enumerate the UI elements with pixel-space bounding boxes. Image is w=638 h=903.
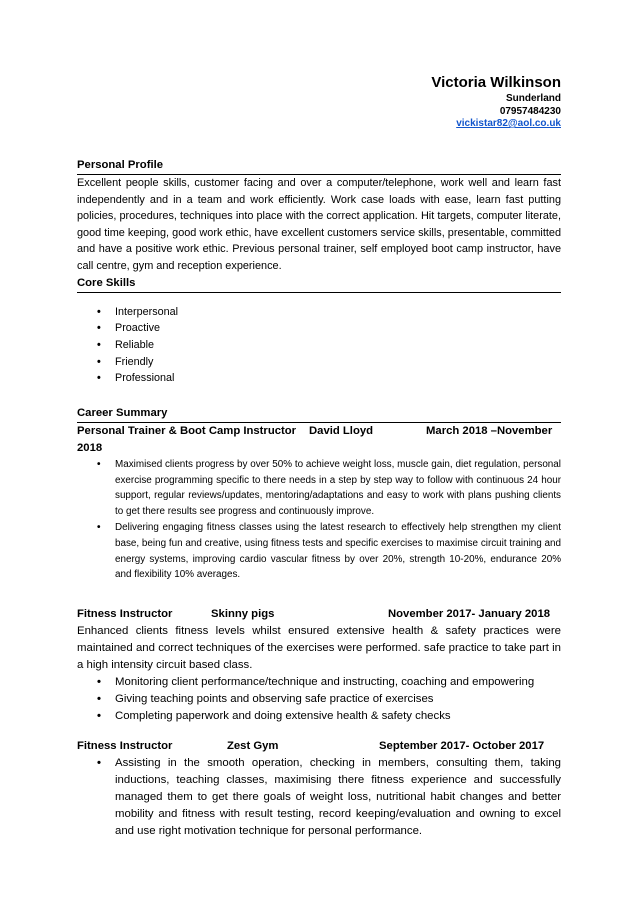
career-summary-heading: Career Summary (77, 405, 561, 423)
list-item (77, 674, 561, 691)
list-item (77, 354, 561, 371)
bullet-icon: • (97, 305, 101, 318)
candidate-name: Victoria Wilkinson (431, 74, 561, 91)
bullet-icon: • (97, 522, 101, 534)
job-dates-continued: 2018 (77, 442, 103, 455)
candidate-phone: 07957484230 (499, 105, 561, 117)
candidate-location: Sunderland (505, 93, 561, 104)
list-item (77, 457, 561, 519)
cv-body (77, 157, 561, 840)
job-header (77, 423, 561, 440)
core-skill: Professional (115, 372, 175, 385)
job-bullet-text: Monitoring client performance/technique and instructing, coaching and empowering (115, 675, 535, 688)
job-bullet-text: Maximised clients progress by over 50% to achieve weight loss, muscle gain, diet regulation, personal exercise programming specific to there needs in a step by step way to follow with continuous 24 hour support, regular reviews/updates, mentoring/adaptations and easy to work with plans pushing clients to get there results see progress and continuously improve. (115, 459, 561, 517)
job-bullet-text: Completing paperwork and doing extensive health & safety checks (115, 709, 451, 722)
list-item (77, 337, 561, 354)
job-dates: September 2017- October 2017 (379, 739, 545, 752)
job-employer: Zest Gym (227, 739, 279, 752)
bullet-icon: • (97, 338, 101, 351)
list-item (77, 304, 561, 321)
job-intro: Enhanced clients fitness levels whilst ensured extensive health & safety practices were maintained and correct techniques of the exercises were performed. safe practice to take part in a high intensity circuit based class. (77, 624, 561, 671)
job-entry-skinny-pigs (77, 606, 561, 725)
bullet-icon: • (97, 675, 101, 688)
job-bullets (77, 674, 561, 725)
career-summary (77, 405, 561, 840)
list-item (77, 320, 561, 337)
bullet-icon: • (97, 372, 101, 385)
candidate-email-link[interactable]: vickistar82@aol.co.uk (456, 118, 561, 129)
bullet-icon: • (97, 459, 101, 471)
job-bullets (77, 755, 561, 840)
list-item (77, 691, 561, 708)
job-dates: November 2017- January 2018 (388, 607, 551, 620)
job-entry-david-lloyd (77, 423, 561, 583)
job-bullet-text: Giving teaching points and observing safe practice of exercises (115, 692, 434, 705)
list-item (77, 755, 561, 840)
core-skill: Proactive (115, 322, 161, 335)
core-skill: Interpersonal (115, 305, 179, 318)
personal-profile-text: Excellent people skills, customer facing and over a computer/telephone, work well and learn fast independently and in a team and work efficiently. Work case loads with ease, learn fast putting policies, procedures, techniques into place with the correct application. Hit targets, computer literate, good time keeping, good work ethic, have excellent customers service skills, presentable, committed and have a positive work ethic. Previous personal trainer, self employed boot camp instructor, have call centre, gym and reception experience. (77, 177, 561, 272)
bullet-icon: • (97, 709, 101, 722)
personal-profile-heading: Personal Profile (77, 157, 561, 175)
core-skills-list (77, 304, 561, 388)
job-header (77, 606, 561, 623)
cv-header (431, 73, 561, 131)
bullet-icon: • (97, 692, 101, 705)
job-entry-zest-gym (77, 738, 561, 840)
core-skill: Reliable (115, 338, 155, 351)
job-bullet-text: Delivering engaging fitness classes using the latest research to effectively help strengthen my client base, being fun and creative, using fitness tests and specific exercises to maximise circuit training and energy systems, improving cardio vascular fitness by over 20%, strength 10-20%, endurance 20% and flexibility 10% averages. (115, 522, 561, 581)
job-bullet-text: Assisting in the smooth operation, checking in members, consulting them, taking inductions, teaching classes, maximising there fitness experience and successfully managed them to get there goals of weight loss, nutritional habit changes and better mobility and fitness with result testing, record keeping/evaluation and owning to excel and use right motivation technique for personal performance. (115, 756, 561, 837)
core-skills-heading: Core Skills (77, 275, 561, 293)
job-employer: Skinny pigs (211, 607, 275, 620)
job-title: Fitness Instructor (77, 739, 173, 752)
list-item (77, 708, 561, 725)
job-employer: David Lloyd (309, 425, 374, 438)
job-dates: March 2018 –November (426, 425, 553, 438)
bullet-icon: • (97, 756, 101, 769)
list-item (77, 520, 561, 582)
job-header (77, 738, 561, 755)
list-item (77, 370, 561, 387)
bullet-icon: • (97, 322, 101, 335)
job-title: Personal Trainer & Boot Camp Instructor (77, 425, 297, 438)
job-bullets (77, 457, 561, 583)
core-skill: Friendly (115, 355, 154, 368)
job-title: Fitness Instructor (77, 607, 173, 620)
bullet-icon: • (97, 355, 101, 368)
